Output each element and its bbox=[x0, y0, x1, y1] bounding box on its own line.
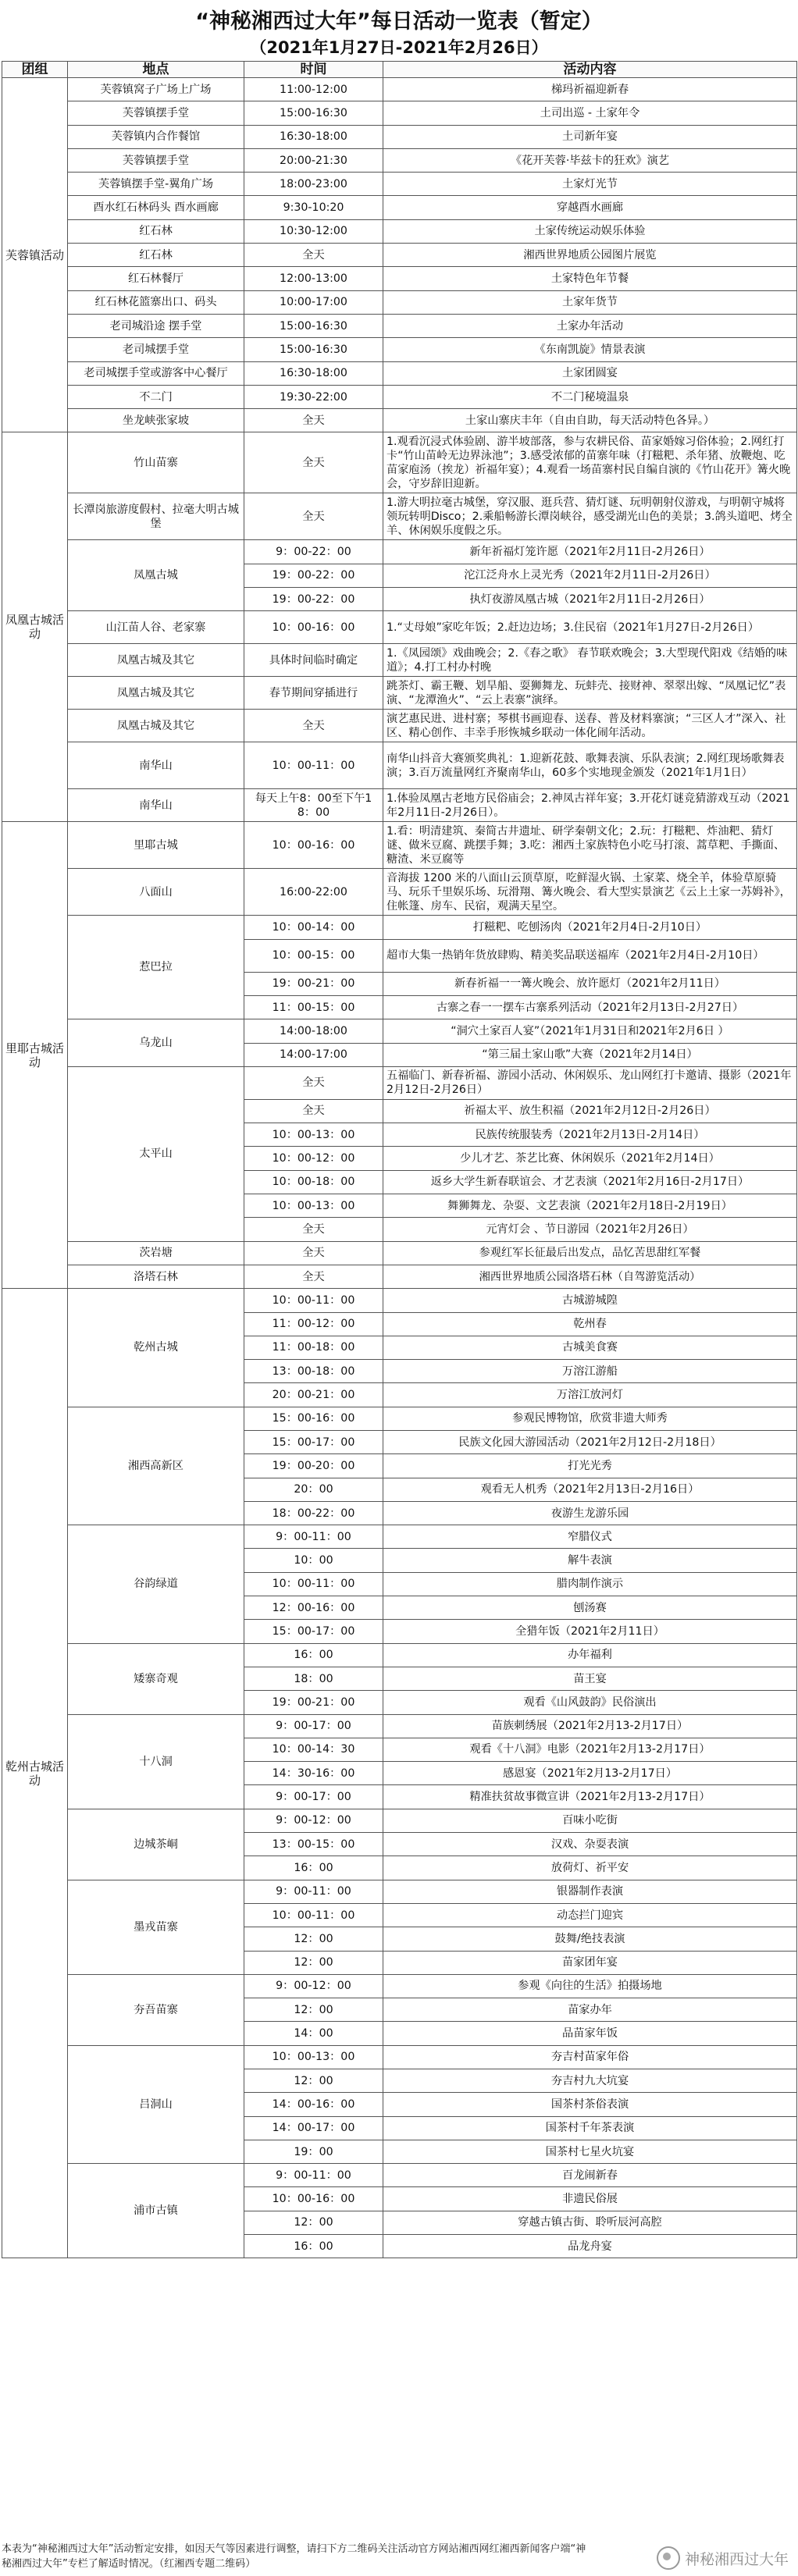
table-row bbox=[2, 1265, 797, 1288]
activity-cell: 新春祈福一一篝火晚会、放许愿灯（2021年2月11日） bbox=[383, 972, 797, 995]
activity-cell: 苗王宴 bbox=[383, 1667, 797, 1690]
table-row bbox=[2, 78, 797, 101]
time-cell: 具体时间临时确定 bbox=[244, 644, 383, 677]
time-cell: 15:00-16:30 bbox=[244, 101, 383, 125]
footnote: 本表为“神秘湘西过大年”活动暂定安排，如因天气等因素进行调整，请扫下方二维码关注活动官方网站湘西网红湘西新闻客户端“神秘湘西过大年”专栏了解适时情况。（红湘西专题二维码） bbox=[2, 2543, 586, 2570]
time-cell: 全天 bbox=[244, 432, 383, 493]
activity-cell: 全猎年饭（2021年2月11日） bbox=[383, 1620, 797, 1643]
activity-cell: 国茶村七星火坑宴 bbox=[383, 2140, 797, 2163]
activity-cell: 窄腊仪式 bbox=[383, 1525, 797, 1549]
activity-cell: 土家灯光节 bbox=[383, 173, 797, 196]
page-title: “神秘湘西过大年”每日活动一览表（暂定） bbox=[195, 9, 603, 34]
time-cell: 10：00-14：30 bbox=[244, 1738, 383, 1761]
time-cell: 10:00-17:00 bbox=[244, 290, 383, 314]
time-cell: 10：00-15：00 bbox=[244, 939, 383, 972]
time-cell: 20：00 bbox=[244, 1478, 383, 1501]
place-cell: 十八洞 bbox=[68, 1714, 244, 1809]
time-cell: 14：30-16：00 bbox=[244, 1762, 383, 1785]
time-cell: 全天 bbox=[244, 493, 383, 540]
activity-cell: 古寨之春一一摆车古寨系列活动（2021年2月13日-2月27日） bbox=[383, 995, 797, 1019]
time-cell: 春节期间穿插进行 bbox=[244, 677, 383, 710]
table-row bbox=[2, 385, 797, 408]
place-cell: 芙蓉镇摆手堂-翼角广场 bbox=[68, 173, 244, 196]
table-row bbox=[2, 1407, 797, 1430]
place-cell: 边城茶峒 bbox=[68, 1809, 244, 1880]
activity-cell: 品苗家年饭 bbox=[383, 2022, 797, 2045]
activity-cell: 土司出巡 - 土家年令 bbox=[383, 101, 797, 125]
activity-cell: 夯吉村苗家年俗 bbox=[383, 2045, 797, 2069]
time-cell: 19：00-21：00 bbox=[244, 1691, 383, 1714]
activity-cell: 万溶江游船 bbox=[383, 1360, 797, 1383]
place-cell: 芙蓉镇窝子广场上广场 bbox=[68, 78, 244, 101]
time-cell: 10:30-12:00 bbox=[244, 219, 383, 243]
time-cell: 9：00-17：00 bbox=[244, 1714, 383, 1738]
watermark bbox=[657, 2546, 789, 2570]
place-cell: 竹山苗寨 bbox=[68, 432, 244, 493]
activity-cell: 1.“丈母娘”家吃年饭；2.赶边边场；3.住民宿（2021年1月27日-2月26日） bbox=[383, 611, 797, 644]
place-cell: 里耶古城 bbox=[68, 822, 244, 869]
place-cell: 湘西高新区 bbox=[68, 1407, 244, 1525]
place-cell: 洛塔石林 bbox=[68, 1265, 244, 1288]
table-row bbox=[2, 2045, 797, 2069]
time-cell: 12：00 bbox=[244, 1951, 383, 1974]
time-cell: 18：00 bbox=[244, 1667, 383, 1690]
activity-cell: 1.体验凤凰古老地方民俗庙会；2.神凤古祥年宴；3.开花灯谜竞猜游戏互动（2021年2月11日-2月26日）。 bbox=[383, 789, 797, 822]
time-cell: 10：00-13：00 bbox=[244, 1194, 383, 1218]
place-cell: 凤凰古城 bbox=[68, 540, 244, 611]
time-cell: 13：00-18：00 bbox=[244, 1360, 383, 1383]
activity-cell: 苗族刺绣展（2021年2月13-2月17日） bbox=[383, 1714, 797, 1738]
activity-cell: 湘西世界地质公园洛塔石林（自驾游览活动） bbox=[383, 1265, 797, 1288]
place-cell: 墨戎苗寨 bbox=[68, 1880, 244, 1974]
time-cell: 全天 bbox=[244, 710, 383, 742]
time-cell: 16：00 bbox=[244, 1643, 383, 1667]
place-cell: 红石林 bbox=[68, 219, 244, 243]
time-cell: 14：00-17：00 bbox=[244, 2116, 383, 2140]
table-row bbox=[2, 1974, 797, 1998]
place-cell: 芙蓉镇摆手堂 bbox=[68, 101, 244, 125]
activity-cell: 湘西世界地质公园图片展览 bbox=[383, 244, 797, 267]
header-cell: 地点 bbox=[68, 62, 244, 78]
table-row bbox=[2, 742, 797, 789]
time-cell: 10：00 bbox=[244, 1549, 383, 1572]
table-row bbox=[2, 314, 797, 337]
table-row bbox=[2, 432, 797, 493]
time-cell: 9：00-12：00 bbox=[244, 1974, 383, 1998]
time-cell: 全天 bbox=[244, 1218, 383, 1241]
time-cell: 20:00-21:30 bbox=[244, 148, 383, 172]
time-cell: 19：00 bbox=[244, 2140, 383, 2163]
time-cell: 10：00-14：00 bbox=[244, 916, 383, 939]
table-row bbox=[2, 196, 797, 219]
activity-cell: 超市大集一热销年货放肆购、精美奖品联送福库（2021年2月4日-2月10日） bbox=[383, 939, 797, 972]
table-row bbox=[2, 1809, 797, 1832]
time-cell: 9：00-11：00 bbox=[244, 2164, 383, 2187]
time-cell: 9：00-11：00 bbox=[244, 1880, 383, 1903]
time-cell: 全天 bbox=[244, 1241, 383, 1265]
place-cell: 红石林花篮寨出口、码头 bbox=[68, 290, 244, 314]
time-cell: 12：00-16：00 bbox=[244, 1596, 383, 1620]
place-cell: 南华山 bbox=[68, 789, 244, 822]
table-row bbox=[2, 219, 797, 243]
time-cell: 11：00-15：00 bbox=[244, 995, 383, 1019]
activity-cell: 1.观看沉浸式体验剧、游半坡部落，参与农耕民俗、苗家婚嫁习俗体验；2.网红打卡“竹山苗岭无边界泳池”；3.感受浓郁的苗寨年味（打糍粑、杀年猪、放鞭炮、吃苗家庖汤（挨龙）祈福年宴）；4.观看一场苗寨村民自编自演的《竹山花开》篝火晚会，守岁辞旧迎新。 bbox=[383, 432, 797, 493]
activity-cell: 银器制作表演 bbox=[383, 1880, 797, 1903]
time-cell: 9：00-11：00 bbox=[244, 1525, 383, 1549]
time-cell: 9：00-22：00 bbox=[244, 540, 383, 564]
time-cell: 12：00 bbox=[244, 2069, 383, 2093]
time-cell: 10：00-11：00 bbox=[244, 1903, 383, 1927]
time-cell: 14:00-18:00 bbox=[244, 1019, 383, 1043]
activity-cell: 穿越酉水画廊 bbox=[383, 196, 797, 219]
activity-cell: 非遗民俗展 bbox=[383, 2187, 797, 2211]
table-row bbox=[2, 493, 797, 540]
time-cell: 19：00-20：00 bbox=[244, 1454, 383, 1478]
header-cell: 活动内容 bbox=[383, 62, 797, 78]
table-row bbox=[2, 125, 797, 148]
time-cell: 15：00-16：00 bbox=[244, 1407, 383, 1430]
table-row bbox=[2, 173, 797, 196]
time-cell: 10：00-16：00 bbox=[244, 822, 383, 869]
table-row bbox=[2, 244, 797, 267]
table-row bbox=[2, 1880, 797, 1903]
activity-cell: 元宵灯会 、节日游园（2021年2月26日） bbox=[383, 1218, 797, 1241]
activity-cell: 万溶江放河灯 bbox=[383, 1383, 797, 1407]
table-row bbox=[2, 2164, 797, 2187]
activity-cell: 不二门秘境温泉 bbox=[383, 385, 797, 408]
place-cell: 谷韵绿道 bbox=[68, 1525, 244, 1643]
table-row bbox=[2, 869, 797, 916]
header-cell: 时间 bbox=[244, 62, 383, 78]
place-cell: 凤凰古城及其它 bbox=[68, 710, 244, 742]
time-cell: 15：00-17：00 bbox=[244, 1620, 383, 1643]
activity-cell: 南华山抖音大赛颁奖典礼：1.迎新花鼓、歌舞表演、乐队表演；2.网红现场歌舞表演；3.百万流量网红齐聚南华山，60多个实地现金颁发（2021年1月1日） bbox=[383, 742, 797, 789]
schedule-body bbox=[2, 78, 797, 2258]
time-cell: 10：00-11：00 bbox=[244, 1289, 383, 1312]
place-cell: 山江苗人谷、老家寨 bbox=[68, 611, 244, 644]
place-cell: 不二门 bbox=[68, 385, 244, 408]
place-cell: 红石林餐厅 bbox=[68, 267, 244, 290]
place-cell: 浦市古镇 bbox=[68, 2164, 244, 2258]
place-cell: 矮寨奇观 bbox=[68, 1643, 244, 1714]
place-cell: 凤凰古城及其它 bbox=[68, 677, 244, 710]
time-cell: 19：00-22：00 bbox=[244, 564, 383, 587]
activity-cell: 参观红军长征最后出发点，品忆苦思甜红军餐 bbox=[383, 1241, 797, 1265]
table-row bbox=[2, 1714, 797, 1738]
table-row bbox=[2, 290, 797, 314]
activity-cell: 土家特色年节餐 bbox=[383, 267, 797, 290]
place-cell: 老司城沿途 摆手堂 bbox=[68, 314, 244, 337]
activity-cell: “第三届土家山歌”大赛（2021年2月14日） bbox=[383, 1043, 797, 1066]
activity-cell: 国茶村千年茶表演 bbox=[383, 2116, 797, 2140]
time-cell: 14：00 bbox=[244, 2022, 383, 2045]
activity-cell: 夜游生龙游乐园 bbox=[383, 1501, 797, 1525]
place-cell: 酉水红石林码头 酉水画廊 bbox=[68, 196, 244, 219]
table-row bbox=[2, 644, 797, 677]
activity-cell: 少儿才艺、茶艺比赛、休闲娱乐（2021年2月14日） bbox=[383, 1147, 797, 1170]
activity-cell: 办年福利 bbox=[383, 1643, 797, 1667]
place-cell: 老司城摆手堂 bbox=[68, 338, 244, 361]
wechat-logo-icon bbox=[657, 2546, 680, 2570]
table-row bbox=[2, 916, 797, 939]
place-cell: 坐龙峡张家坡 bbox=[68, 409, 244, 432]
activity-cell: 土家年货节 bbox=[383, 290, 797, 314]
time-cell: 12：00 bbox=[244, 1998, 383, 2022]
place-cell: 长潭岗旅游度假村、拉毫大明古城堡 bbox=[68, 493, 244, 540]
time-cell: 13：00-15：00 bbox=[244, 1833, 383, 1856]
activity-cell: 动态拦门迎宾 bbox=[383, 1903, 797, 1927]
activity-cell: 返乡大学生新春联谊会、才艺表演（2021年2月16日-2月17日） bbox=[383, 1170, 797, 1194]
activity-cell: 刨汤赛 bbox=[383, 1596, 797, 1620]
place-cell: 乾州古城 bbox=[68, 1289, 244, 1407]
time-cell: 18：00-22：00 bbox=[244, 1501, 383, 1525]
activity-cell: 《花开芙蓉·毕兹卡的狂欢》演艺 bbox=[383, 148, 797, 172]
table-row bbox=[2, 822, 797, 869]
activity-cell: 1.《凤园颂》戏曲晚会；2.《春之歌》 春节联欢晚会；3.大型现代阳戏《结婚的味道》；4.打工村办村晚 bbox=[383, 644, 797, 677]
place-cell: 老司城摆手堂或游客中心餐厅 bbox=[68, 361, 244, 385]
activity-cell: 打糍粑、吃刨汤肉（2021年2月4日-2月10日） bbox=[383, 916, 797, 939]
activity-cell: 执灯夜游凤凰古城（2021年2月11日-2月26日） bbox=[383, 588, 797, 611]
time-cell: 16:30-18:00 bbox=[244, 125, 383, 148]
group-cell: 里耶古城活动 bbox=[2, 822, 68, 1289]
time-cell: 16:30-18:00 bbox=[244, 361, 383, 385]
time-cell: 全天 bbox=[244, 1066, 383, 1099]
time-cell: 12：00 bbox=[244, 1927, 383, 1951]
activity-cell: 祈福太平、放生积福（2021年2月12日-2月26日） bbox=[383, 1099, 797, 1123]
activity-cell: 汉戏、杂耍表演 bbox=[383, 1833, 797, 1856]
time-cell: 11：00-12：00 bbox=[244, 1312, 383, 1336]
activity-cell: 五福临门、新春祈福、游园小活动、休闲娱乐、龙山网红打卡邀请、摄影（2021年2月12日-2月26日） bbox=[383, 1066, 797, 1099]
table-row bbox=[2, 148, 797, 172]
page-subtitle: （2021年1月27日-2021年2月26日） bbox=[250, 38, 548, 57]
activity-cell: 百龙闹新春 bbox=[383, 2164, 797, 2187]
table-row bbox=[2, 1289, 797, 1312]
place-cell: 凤凰古城及其它 bbox=[68, 644, 244, 677]
activity-cell: 《东南凯旋》情景表演 bbox=[383, 338, 797, 361]
activity-cell: 精准扶贫故事微宣讲（2021年2月13-2月17日） bbox=[383, 1785, 797, 1809]
table-row bbox=[2, 611, 797, 644]
time-cell: 全天 bbox=[244, 1099, 383, 1123]
time-cell: 11：00-18：00 bbox=[244, 1336, 383, 1359]
schedule-table bbox=[2, 61, 797, 2258]
place-cell: 南华山 bbox=[68, 742, 244, 789]
activity-cell: 苗家团年宴 bbox=[383, 1951, 797, 1974]
time-cell: 每天上午8：00至下午18：00 bbox=[244, 789, 383, 822]
time-cell: 12：00 bbox=[244, 2211, 383, 2234]
table-row bbox=[2, 267, 797, 290]
place-cell: 乌龙山 bbox=[68, 1019, 244, 1067]
place-cell: 红石林 bbox=[68, 244, 244, 267]
time-cell: 20：00-21：00 bbox=[244, 1383, 383, 1407]
group-cell: 乾州古城活动 bbox=[2, 1289, 68, 2258]
activity-cell: “洞穴土家百人宴”（2021年1月31日和2021年2月6日 ） bbox=[383, 1019, 797, 1043]
table-row bbox=[2, 710, 797, 742]
time-cell: 10：00-11：00 bbox=[244, 1572, 383, 1596]
activity-cell: 1.看：明清建筑、秦简古井遗址、研学秦朝文化；2.玩：打糍粑、炸油粑、猜灯谜、做米豆腐、跳摆手舞；3.吃：湘西土家族特色小吃马打滚、蒿草粑、手撕面、糖渣、米豆腐等 bbox=[383, 822, 797, 869]
activity-cell: 鼓舞/绝技表演 bbox=[383, 1927, 797, 1951]
activity-cell: 音海拔 1200 米的八面山云顶草原，吃鲜湿火锅、土家菜、烧全羊，体验草原骑马、玩乐千里娱乐场、玩滑翔、篝火晚会、看大型实景演艺《云上土家一苏姆补》，住帐篷、房车、民宿，观满天星空。 bbox=[383, 869, 797, 916]
activity-cell: 国茶村茶俗表演 bbox=[383, 2093, 797, 2116]
activity-cell: 土司新年宴 bbox=[383, 125, 797, 148]
activity-cell: 土家传统运动娱乐体验 bbox=[383, 219, 797, 243]
time-cell: 14:00-17:00 bbox=[244, 1043, 383, 1066]
time-cell: 10：00-16：00 bbox=[244, 611, 383, 644]
time-cell: 全天 bbox=[244, 244, 383, 267]
activity-cell: 跳茶灯、霸王鞭、划旱船、耍狮舞龙、玩蚌壳、接财神、翠翠出嫁、“凤凰记忆”表演、“龙潭渔火”、“云上表寨”演绎。 bbox=[383, 677, 797, 710]
time-cell: 10：00-12：00 bbox=[244, 1147, 383, 1170]
activity-cell: 沱江泛舟水上灵光秀（2021年2月11日-2月26日） bbox=[383, 564, 797, 587]
activity-cell: 演艺惠民进、进村寨；琴棋书画迎春、送春、普及材料寨演；“三区人才”深入、社区、精心创作、丰幸手形恢城乡联动一体化闹年活动。 bbox=[383, 710, 797, 742]
time-cell: 19：00-22：00 bbox=[244, 588, 383, 611]
activity-cell: 苗家办年 bbox=[383, 1998, 797, 2022]
time-cell: 10：00-16：00 bbox=[244, 2187, 383, 2211]
table-row bbox=[2, 1241, 797, 1265]
place-cell: 八面山 bbox=[68, 869, 244, 916]
time-cell: 14：00-16：00 bbox=[244, 2093, 383, 2116]
time-cell: 10：00-11：00 bbox=[244, 742, 383, 789]
time-cell: 15:00-16:30 bbox=[244, 314, 383, 337]
activity-cell: 夯吉村九大坑宴 bbox=[383, 2069, 797, 2093]
header-row bbox=[2, 62, 797, 78]
activity-cell: 腊肉制作演示 bbox=[383, 1572, 797, 1596]
activity-cell: 梯玛祈福迎新春 bbox=[383, 78, 797, 101]
activity-cell: 民族传统服装秀（2021年2月13日-2月14日） bbox=[383, 1123, 797, 1147]
time-cell: 19:30-22:00 bbox=[244, 385, 383, 408]
activity-cell: 古城美食赛 bbox=[383, 1336, 797, 1359]
time-cell: 全天 bbox=[244, 1265, 383, 1288]
time-cell: 9:30-10:20 bbox=[244, 196, 383, 219]
watermark-text: 神秘湘西过大年 bbox=[684, 2550, 789, 2568]
table-row bbox=[2, 1643, 797, 1667]
time-cell: 10：00-13：00 bbox=[244, 1123, 383, 1147]
time-cell: 11:00-12:00 bbox=[244, 78, 383, 101]
place-cell: 夯吾苗寨 bbox=[68, 1974, 244, 2045]
activity-cell: 穿越古镇古街、聆听辰河高腔 bbox=[383, 2211, 797, 2234]
activity-cell: 观看《山风鼓韵》民俗演出 bbox=[383, 1691, 797, 1714]
table-row bbox=[2, 789, 797, 822]
time-cell: 19：00-21：00 bbox=[244, 972, 383, 995]
activity-cell: 土家山寨庆丰年（自由自助，每天活动特色各异。） bbox=[383, 409, 797, 432]
activity-cell: 民族文化园大游园活动（2021年2月12日-2月18日） bbox=[383, 1430, 797, 1453]
activity-cell: 百味小吃街 bbox=[383, 1809, 797, 1832]
activity-cell: 放荷灯、祈平安 bbox=[383, 1856, 797, 1880]
time-cell: 15：00-17：00 bbox=[244, 1430, 383, 1453]
table-row bbox=[2, 409, 797, 432]
place-cell: 芙蓉镇摆手堂 bbox=[68, 148, 244, 172]
activity-cell: 1.游大明拉毫古城堡，穿汉服、逛兵营、猜灯谜、玩明朝射仪游戏，与明朝守城将领玩转明Disco；2.乘船畅游长潭岗峡谷，感受湖光山色的美景；3.鸽头道吧、烤全羊、休闲娱乐度假之乐。 bbox=[383, 493, 797, 540]
activity-cell: 观看无人机秀（2021年2月13日-2月16日） bbox=[383, 1478, 797, 1501]
time-cell: 10：00-18：00 bbox=[244, 1170, 383, 1194]
time-cell: 15:00-16:30 bbox=[244, 338, 383, 361]
activity-cell: 参观民博物馆，欣赏非遗大师秀 bbox=[383, 1407, 797, 1430]
header-cell: 团组 bbox=[2, 62, 68, 78]
activity-cell: 打光光秀 bbox=[383, 1454, 797, 1478]
time-cell: 16：00 bbox=[244, 2235, 383, 2258]
activity-cell: 古城游城隍 bbox=[383, 1289, 797, 1312]
activity-cell: 观看《十八洞》电影（2021年2月13-2月17日） bbox=[383, 1738, 797, 1761]
activity-cell: 乾州春 bbox=[383, 1312, 797, 1336]
table-row bbox=[2, 1525, 797, 1549]
activity-cell: 土家团圆宴 bbox=[383, 361, 797, 385]
place-cell: 惹巴拉 bbox=[68, 916, 244, 1019]
place-cell: 茨岩塘 bbox=[68, 1241, 244, 1265]
activity-cell: 解牛表演 bbox=[383, 1549, 797, 1572]
time-cell: 16：00 bbox=[244, 1856, 383, 1880]
time-cell: 12:00-13:00 bbox=[244, 267, 383, 290]
activity-cell: 土家办年活动 bbox=[383, 314, 797, 337]
table-row bbox=[2, 1019, 797, 1043]
time-cell: 全天 bbox=[244, 409, 383, 432]
time-cell: 9：00-17：00 bbox=[244, 1785, 383, 1809]
table-row bbox=[2, 1066, 797, 1099]
place-cell: 芙蓉镇内合作餐馆 bbox=[68, 125, 244, 148]
activity-cell: 新年祈福灯笼许愿（2021年2月11日-2月26日） bbox=[383, 540, 797, 564]
time-cell: 18:00-23:00 bbox=[244, 173, 383, 196]
table-row bbox=[2, 540, 797, 564]
group-cell: 凤凰古城活动 bbox=[2, 432, 68, 822]
table-row bbox=[2, 677, 797, 710]
activity-cell: 感恩宴（2021年2月13-2月17日） bbox=[383, 1762, 797, 1785]
table-row bbox=[2, 361, 797, 385]
table-row bbox=[2, 338, 797, 361]
activity-cell: 舞狮舞龙、杂耍、文艺表演（2021年2月18日-2月19日） bbox=[383, 1194, 797, 1218]
place-cell: 吕洞山 bbox=[68, 2045, 244, 2163]
activity-cell: 参观《向往的生活》拍摄场地 bbox=[383, 1974, 797, 1998]
table-row bbox=[2, 101, 797, 125]
time-cell: 16:00-22:00 bbox=[244, 869, 383, 916]
group-cell: 芙蓉镇活动 bbox=[2, 78, 68, 432]
place-cell: 太平山 bbox=[68, 1066, 244, 1241]
time-cell: 10：00-13：00 bbox=[244, 2045, 383, 2069]
activity-cell: 品龙舟宴 bbox=[383, 2235, 797, 2258]
time-cell: 9：00-12：00 bbox=[244, 1809, 383, 1832]
